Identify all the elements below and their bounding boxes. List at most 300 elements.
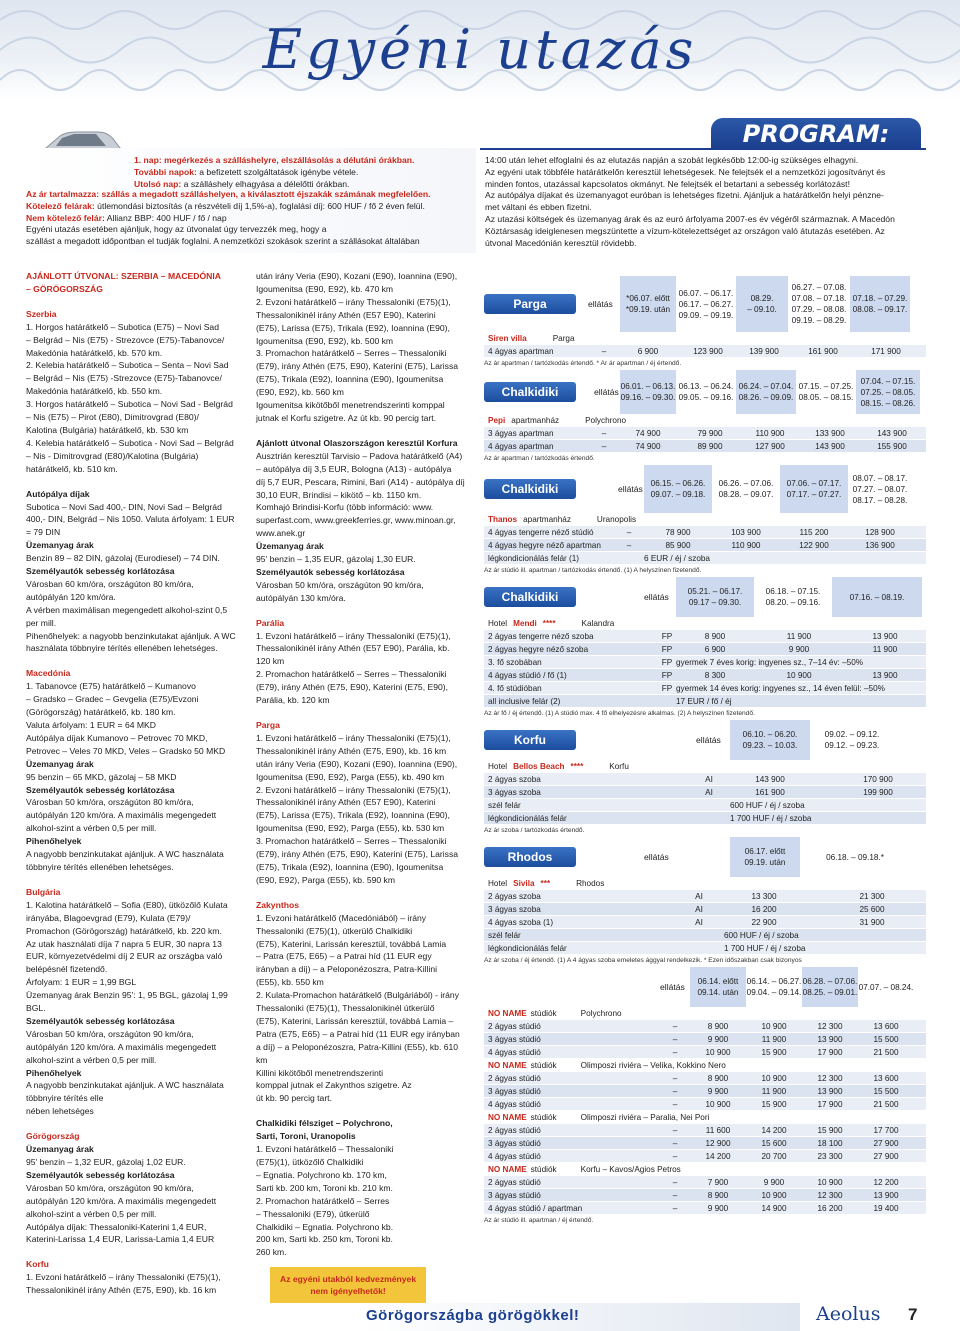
- price-cell: 13 600: [873, 1022, 899, 1031]
- route-text: – Belgrád – Nis (E75) - Strezovce (E75)-Tabanovce/: [26, 334, 225, 345]
- route-text: határátkelő, kb. 510 km.: [26, 463, 118, 474]
- route-text: Thessalonikinél irány Athén (E75, E90), kb. 16 km: [26, 1285, 217, 1296]
- price-row: [484, 1202, 926, 1215]
- intro-mandatory-text: útlemondási biztosítás (a részvételi díj 1,5%-a), foglalási díj: 600 HUF / fő 2 éven felül.: [94, 200, 425, 211]
- season-column: [730, 720, 810, 760]
- table-note: Az ár stúdió ill. apartman / tartózkodás értendő. (1) A helyszínen fizetendő.: [484, 567, 702, 574]
- spacer: [256, 425, 478, 437]
- price-cell: 10 900: [761, 1022, 787, 1031]
- price-cell: AI: [705, 788, 713, 797]
- price-row: [484, 1176, 926, 1189]
- price-cell: 11 900: [786, 632, 812, 641]
- table-note: Az ár stúdió ill. apartman / éj értendő.: [484, 1217, 594, 1224]
- price-cell: 139 900: [749, 347, 779, 356]
- room-type: 2 ágyas tengerre néző szoba: [488, 632, 594, 641]
- route-text: 95' benzin – 1,35 EUR, gázolaj 1,30 EUR.: [256, 554, 416, 565]
- price-cell: FP: [661, 671, 673, 680]
- price-cell: 123 900: [693, 347, 723, 356]
- price-cell: 78 900: [665, 528, 691, 537]
- price-cell: 8 300: [704, 671, 726, 680]
- route-text: Autópálya díjak: Thessaloniki-Katerini 1,4 EUR,: [26, 1221, 207, 1232]
- program-line: 14:00 után lehet elfoglalni és az elutazás napján a szobát legkésőbb 12:00-ig szükséges elhagyni.: [485, 155, 859, 165]
- price-row: [484, 539, 926, 552]
- season-column: [620, 276, 676, 332]
- room-type: szél felár: [488, 931, 521, 940]
- season-date: 06.14. előtt: [697, 977, 739, 986]
- studio-name-part: stúdiók: [530, 1061, 557, 1070]
- season-date: 07.16. – 08.19.: [849, 592, 905, 602]
- route-text: után irány Veria (E90), Kozani (E90), Ioannina (E90),: [256, 271, 458, 281]
- page-title: Egyéni utazás: [262, 18, 698, 81]
- price-cell: 161 900: [808, 347, 838, 356]
- season-column: [858, 967, 914, 1007]
- program-line: met váltani és ebben fizetni.: [485, 202, 592, 213]
- price-cell: FP: [661, 684, 673, 693]
- season-dates: [690, 967, 914, 1007]
- price-cell: 17 EUR / fő / éj: [676, 697, 732, 706]
- price-cell: –: [672, 1191, 678, 1200]
- route-text: 1. Evzoni határátkelő – Thessaloniki: [256, 1144, 394, 1155]
- destination-label: Parga: [484, 294, 576, 314]
- season-date: 06.13. – 06.24.: [678, 382, 734, 391]
- route-text: autópályán 130 km/óra.: [256, 592, 346, 603]
- route-text: 2. Kulata-Promachon határátkelő (Bulgáriából) - irány: [256, 990, 460, 1001]
- hotel-row: [484, 760, 926, 773]
- price-cell: 136 900: [865, 541, 895, 550]
- intro-last-label: Utolsó nap:: [134, 178, 182, 189]
- price-block-chalkidiki2: [484, 465, 926, 513]
- route-text: (E90, E92), kb. 560 km: [256, 387, 344, 398]
- route-text: alkohol-szint a vérben 0,5 per mill.: [26, 823, 157, 834]
- price-cell: 17 900: [817, 1100, 843, 1109]
- route-text: Pihenőhelyek: a nagyobb benzinkutakat ajánljuk. A WC: [26, 630, 236, 641]
- season-date: *06.07. előtt: [626, 294, 670, 303]
- subheading: Üzemanyag árak: [256, 541, 324, 552]
- route-text: irányban a díj) – a Peloponézoszra, Patra-Killini: [256, 964, 438, 975]
- season-column: [780, 465, 848, 513]
- season-date: 09.05. – 09.16.: [678, 393, 734, 402]
- hotel-row: [484, 332, 926, 345]
- price-cell: 11 600: [705, 1126, 731, 1135]
- room-type: 4 ágyas hegyre néző apartman: [488, 541, 601, 550]
- price-cell: AI: [695, 892, 703, 901]
- price-cell: –: [672, 1178, 678, 1187]
- season-date: 09.07. – 09.18.: [650, 490, 706, 499]
- route-text: – Egnatia. Polychrono kb. 170 km,: [256, 1169, 387, 1180]
- section-heading: Parália: [256, 617, 285, 628]
- price-cell: 8 900: [707, 1074, 729, 1083]
- price-cell: 127 900: [755, 442, 785, 451]
- hotel-name-part: ****: [542, 619, 556, 628]
- route-text: alkohol-szint a vérben 0,5 per mill.: [26, 1208, 157, 1219]
- room-type: 4 ágyas stúdió: [488, 1048, 541, 1057]
- price-cell: 600 HUF / éj / szoba: [724, 931, 799, 940]
- price-cell: 11 900: [872, 645, 898, 654]
- room-type: 2 ágyas szoba: [488, 892, 541, 901]
- season-date: 09.19. – 08.29.: [791, 316, 847, 325]
- route-text: Városban 60 km/óra, országúton 80 km/óra,: [26, 578, 194, 589]
- subheading: Személyautók sebesség korlátozása: [26, 1015, 175, 1026]
- destination-label: Chalkidiki: [484, 479, 576, 499]
- route-text: 3. Promachon határátkelő – Serres – Thessaloniki: [256, 836, 447, 847]
- route-text: autópályán 120 km/óra. A maximális megengedett: [26, 1041, 217, 1052]
- price-cell: 13 900: [872, 632, 898, 641]
- intro-last-text: a szálláshely elhagyása a délelőtti órákban.: [181, 178, 350, 189]
- season-date: 06.15. – 06.26.: [650, 479, 706, 488]
- route-text: – Thessaloniki (E79), útkerülő: [256, 1208, 370, 1219]
- price-cell: 15 500: [873, 1035, 899, 1044]
- price-cell: 8 900: [707, 1022, 729, 1031]
- hotel-name: [488, 414, 888, 427]
- price-cell: 27 900: [873, 1152, 899, 1161]
- route-text: autópályán 120 km/óra.: [26, 591, 116, 602]
- route-text: (E75), Larissa (E75), Trikala (E92), Ioannina (E90),: [256, 322, 450, 333]
- price-cell: AI: [705, 775, 713, 784]
- route-text: jutnak el Korfu szigetre. Az út kb. 90 percig tart.: [256, 412, 437, 423]
- price-row: [484, 903, 926, 916]
- price-row: [484, 1124, 926, 1137]
- price-cell: 143 900: [755, 775, 785, 784]
- season-date: 08.25. – 09.01.: [802, 988, 858, 997]
- price-cell: gyermek 7 éves korig: ingyenes sz., 7–14 év: –50%: [676, 658, 864, 667]
- season-column: [796, 370, 856, 414]
- route-text: (E90, E92), Parga (E55), kb. 590 km: [256, 874, 395, 885]
- studio-name-part: Olimposzi riviéra – Paralia, Nei Pori: [580, 1113, 710, 1122]
- route-text: – Patra (E75, E65) – a Patrai híd (11 EUR egy: [256, 951, 432, 962]
- season-date: 08.08. – 09.17.: [852, 305, 908, 314]
- season-column: [802, 967, 858, 1007]
- price-cell: 15 600: [761, 1139, 787, 1148]
- season-date: 06.10. – 06.20.: [742, 730, 798, 739]
- route-text: Az utak használati díja 7 napra 5 EUR, 30 napra 13: [26, 938, 222, 949]
- notice-line: nem igényelhetők!: [310, 1286, 386, 1297]
- intro-day1: 1. nap: megérkezés a szálláshelyre, elszállásolás a délutáni órákban.: [134, 155, 415, 165]
- price-cell: 10 900: [705, 1100, 731, 1109]
- season-dates: [620, 370, 920, 414]
- room-type: 4 ágyas stúdió / apartman: [488, 1204, 583, 1213]
- route-text: Igoumenitsa (E90, E92), kb. 470 km: [256, 283, 394, 294]
- route-text: a díj) – a Peloponézoszra, Patra-Killini (E55), kb. 610: [256, 1041, 459, 1052]
- season-date: 08.29.: [750, 294, 774, 303]
- room-type: 2 ágyas stúdió: [488, 1178, 541, 1187]
- spacer: [256, 1105, 478, 1117]
- hotel-name-part: Polychrono: [585, 416, 627, 425]
- route-text: A vérben maximálisan megengedett alkohol-szint 0,5: [26, 604, 228, 615]
- price-row: [484, 773, 926, 786]
- notice-line: Az egyéni utakból kedvezmények: [280, 1274, 417, 1285]
- hotel-name-part: apartmanház: [523, 515, 571, 524]
- route-text: (E79), irány Athén (E75, E90), Katerini (E75), Larissa: [256, 361, 459, 372]
- season-column: [800, 837, 910, 877]
- season-date: 07.08. – 07.18.: [791, 294, 847, 303]
- hotel-name-part: Pepi: [488, 416, 506, 425]
- price-cell: 16 200: [751, 905, 777, 914]
- route-text: Igoumenitsa (E90, E92), Parga (E55), kb. 530 km: [256, 823, 445, 834]
- season-date: 07.29. – 08.08.: [791, 305, 847, 314]
- section-heading: Korfu: [26, 1259, 49, 1270]
- price-cell: 74 900: [635, 442, 661, 451]
- price-cell: –: [672, 1126, 678, 1135]
- studio-name-part: stúdiók: [530, 1009, 557, 1018]
- season-column: [676, 577, 754, 617]
- intro-days-text: a befizetett szolgáltatások igénybe vétele.: [196, 166, 359, 177]
- season-date: 09.16. – 09.30.: [620, 393, 676, 402]
- hotel-name-part: Parga: [552, 334, 575, 343]
- season-date: *09.19. után: [625, 305, 671, 314]
- subheading: Üzemanyag árak: [26, 758, 94, 769]
- studio-group-header: [484, 1163, 926, 1176]
- price-block-rhodos: [484, 837, 926, 877]
- price-cell: 9 900: [707, 1204, 729, 1213]
- season-date: 06.01. – 06.13.: [620, 382, 676, 391]
- season-date: 08.05. – 08.15.: [798, 393, 854, 402]
- price-row: [484, 1033, 926, 1046]
- studio-name-part: NO NAME: [488, 1061, 527, 1070]
- studio-name-part: stúdiók: [530, 1113, 557, 1122]
- intro-text: [134, 155, 474, 190]
- price-cell: –: [601, 442, 607, 451]
- price-block-parga: [484, 276, 926, 332]
- hotel-name-part: Thanos: [488, 515, 518, 524]
- table-note: Az ár apartman / tartózkodás értendő. * Ar ár apartman / éj értendő.: [484, 360, 682, 367]
- hotel-name: [488, 877, 888, 890]
- price-cell: 170 900: [863, 775, 893, 784]
- subheading: Üzemanyag árak: [26, 1144, 94, 1155]
- room-type: 2 ágyas stúdió: [488, 1126, 541, 1135]
- season-date: 07.06. – 07.17.: [786, 479, 842, 488]
- season-dates: [620, 276, 910, 332]
- season-column: [856, 370, 920, 414]
- hotel-name-part: ***: [540, 879, 551, 888]
- intro-text1: Egyéni utazás esetében ajánljuk, hogy az útvonalat úgy tervezzék meg, hogy a: [26, 224, 327, 235]
- price-cell: 13 900: [873, 1191, 899, 1200]
- season-date: 09.04. – 09.14.: [746, 988, 802, 997]
- price-row: [484, 669, 926, 682]
- route-text: A nagyobb benzinkutakat ajánljuk. A WC használata: [26, 849, 224, 860]
- route-text: 95' benzin – 1,32 EUR, gázolaj 1,02 EUR.: [26, 1157, 186, 1167]
- hotel-row: [484, 877, 926, 890]
- season-column: [736, 276, 788, 332]
- route-text: belépésnél fizetendő.: [26, 964, 108, 975]
- price-row: [484, 695, 926, 708]
- price-block-korfu: [484, 720, 926, 760]
- board-label: ellátás: [660, 981, 685, 992]
- route-text: Thessaloniki (E75)(1), Thessalonikinél útkerülő: [256, 1003, 435, 1014]
- program-text: [485, 155, 923, 249]
- price-cell: 133 900: [815, 429, 845, 438]
- destination-label: Chalkidiki: [484, 382, 576, 402]
- season-column: [736, 370, 796, 414]
- price-cell: 128 900: [865, 528, 895, 537]
- studio-name-part: Korfu – Kavos/Agios Petros: [580, 1165, 681, 1174]
- season-date: 08.20. – 09.16.: [765, 598, 821, 607]
- program-line: minden fontos, utazással kapcsolatos okmányt. Ne felejtsék el betartani a sebesség korlátozást!: [485, 178, 850, 189]
- route-text: Igoumenitsa (E90, E92), Parga (E55), kb. 490 km: [256, 771, 445, 782]
- season-date: 07.25. – 08.05.: [860, 387, 916, 397]
- season-date: 07.18. – 07.29.: [852, 294, 908, 303]
- season-date: 06.28. – 07.06.: [802, 977, 858, 986]
- section-heading: Parga: [256, 720, 280, 730]
- route-text: EUR, környezetvédelmi díj 2 EUR az országba való: [26, 951, 223, 962]
- spacer: [256, 707, 478, 719]
- program-line: Az utazási költségek és üzemanyag árak és az euró árfolyama 2007-es év végéről származnak. A Macedón: [485, 213, 895, 224]
- hotel-name-part: Bellos Beach: [513, 762, 565, 771]
- price-row: [484, 812, 926, 825]
- route-text: A nagyobb benzinkutakat ajánljuk. A WC használata: [26, 1080, 224, 1091]
- route-text: Autópálya díjak Kumanovo – Petrovec 70 MKD,: [26, 732, 208, 743]
- season-column: [676, 370, 736, 414]
- hotel-name: [488, 513, 888, 526]
- route-text: Benzin 89 – 82 DIN, gázolaj (Eurodiesel) – 74 DIN.: [26, 553, 220, 564]
- studio-group-header: [484, 1007, 926, 1020]
- price-cell: –: [672, 1100, 678, 1109]
- route-text: 30,10 EUR, Brindisi – kikötő – kb. 1150 km.: [256, 489, 422, 500]
- price-row: [484, 1072, 926, 1085]
- route-text: Thessalonikinél irány Athén (E75, E90), kb. 16 km: [256, 745, 447, 756]
- board-label: ellátás: [644, 851, 669, 862]
- room-type: 2 ágyas stúdió: [488, 1022, 541, 1031]
- season-date: 05.21. – 06.17.: [687, 587, 743, 596]
- season-date: 06.24. – 07.04.: [738, 382, 794, 391]
- price-cell: 1 700 HUF / éj / szoba: [724, 944, 806, 953]
- route-text: (E75), Larissa (E75), Trikala (E92), Ioannina (E90),: [256, 810, 450, 821]
- price-cell: 14 900: [761, 1204, 787, 1213]
- season-column: [690, 967, 746, 1007]
- table-note: Az ár szoba / tartózkodás értendő.: [484, 827, 585, 834]
- board-label: ellátás: [594, 386, 619, 397]
- price-cell: 21 500: [873, 1048, 899, 1057]
- room-type: 4 ágyas szoba (1): [488, 918, 554, 927]
- price-row: [484, 526, 926, 539]
- banner: [0, 0, 960, 100]
- spacer: [26, 655, 246, 667]
- room-type: 4 ágyas tengerre néző stúdió: [488, 528, 594, 537]
- hotel-name-part: Hotel: [488, 879, 508, 888]
- price-row: [484, 890, 926, 903]
- room-type: 3 ágyas szoba: [488, 788, 541, 797]
- price-cell: 15 900: [761, 1048, 787, 1057]
- hotel-name-part: ****: [570, 762, 584, 771]
- program-line: Az autópálya díjakat és üzemanyagot euróban is lehetséges fizetni. Ajánljuk a határátkelőn helyi pénzne-: [485, 190, 884, 201]
- price-cell: 13 900: [817, 1035, 843, 1044]
- hotel-row: [484, 414, 926, 427]
- price-cell: 9 900: [788, 645, 810, 654]
- season-date: 09.19. után: [744, 858, 786, 867]
- route-text: Parália, kb. 120 km: [256, 695, 330, 706]
- route-text: 1. Kalotina határátkelő – Sofia (E80), ütközőlő Kulata: [26, 899, 228, 910]
- season-column: [754, 577, 832, 617]
- intro-optional-label: Nem kötelező felár:: [26, 212, 105, 223]
- price-cell: 110 900: [755, 429, 785, 438]
- price-cell: 6 EUR / éj / szoba: [644, 554, 710, 563]
- season-column: [832, 577, 922, 617]
- studio-group-header: [484, 1059, 926, 1072]
- price-cell: 27 900: [873, 1139, 899, 1148]
- room-type: szél felár: [488, 801, 521, 810]
- price-row: [484, 1137, 926, 1150]
- route-text: Városban 50 km/óra, országúton 90 km/óra,: [26, 1028, 194, 1039]
- route-text: (E79), irány Athén (E75, E90), Katerini (E75), Larissa: [256, 849, 459, 860]
- route-text: nében lehetséges: [26, 1106, 94, 1117]
- studio-name-part: NO NAME: [488, 1009, 527, 1018]
- route-text: 2. Evzoni határátkelő – irány Thessaloniki (E75)(1),: [256, 296, 451, 307]
- table-note: Az ár fő / éj értendő. (1) A stúdió max. 4 fő elhelyezésre alkalmas. (2) A helyszínen fizetendő.: [484, 710, 755, 717]
- route-text: autópályán 120 km/óra. A maximális megengedett: [26, 1195, 217, 1206]
- price-cell: 9 900: [707, 1035, 729, 1044]
- section-heading: Szerbia: [26, 308, 57, 319]
- season-date: 07.04. – 07.15.: [860, 376, 916, 386]
- price-cell: 15 500: [873, 1087, 899, 1096]
- spacer: [26, 874, 246, 886]
- season-date: 08.26. – 09.09.: [738, 393, 794, 402]
- route-text: Valuta árfolyam: 1 EUR = 64 MKD: [26, 720, 156, 730]
- route-text: 1. Evzoni határátkelő – irány Thessaloniki (E75)(1),: [256, 630, 451, 641]
- price-cell: FP: [661, 645, 673, 654]
- route-text: Thessaloniki (E75)(1), útkerülő Chalkidiki: [256, 925, 413, 936]
- price-cell: 12 200: [873, 1178, 899, 1187]
- route-text: díj 5,7 EUR, Pescara, Rimini, Bari (A14) - autópálya díj: [256, 476, 465, 487]
- price-row: [484, 1189, 926, 1202]
- route-text: 1. Tabanovce (E75) határátkelő – Kumanovo: [26, 681, 196, 692]
- hotel-name-part: Siren villa: [488, 334, 527, 343]
- price-cell: 74 900: [635, 429, 661, 438]
- price-block-chalkidiki3: [484, 577, 926, 617]
- route-text: – Nis - Dimitrovgrad (E80)/Kalotina (Bulgária): [26, 450, 199, 461]
- route-text: (E75), Katerini, Larissán keresztül, továbbá Lamia –: [256, 1015, 454, 1026]
- price-cell: 10 900: [761, 1074, 787, 1083]
- price-cell: 23 300: [817, 1152, 843, 1161]
- subheading: Személyautók sebesség korlátozása: [256, 566, 405, 577]
- price-row: [484, 1085, 926, 1098]
- price-cell: 21 300: [859, 892, 885, 901]
- footer-slogan: Görögországba görögökkel!: [366, 1307, 580, 1324]
- season-date: 09.17 – 09.30.: [688, 598, 742, 607]
- route-text: BGL.: [26, 1003, 46, 1014]
- page-number: 7: [908, 1305, 918, 1324]
- section-heading: AJÁNLOTT ÚTVONAL: SZERBIA – MACEDÓNIA: [26, 271, 221, 281]
- price-row: [484, 440, 926, 453]
- price-cell: 13 900: [872, 671, 898, 680]
- route-text: 95 benzin – 65 MKD, gázolaj – 58 MKD: [26, 771, 177, 782]
- intro-text2: szállást a megadott időpontban el tudják foglalni. A nemzetközi szokások szerint a szállásokat általában: [26, 236, 420, 247]
- studio-group-name: [488, 1111, 908, 1124]
- season-date: 08.07. – 08.17.: [852, 473, 908, 483]
- section-heading: Bulgária: [26, 886, 61, 897]
- season-column: [644, 465, 712, 513]
- section-heading: Görögország: [26, 1131, 80, 1142]
- price-cell: 9 900: [763, 1178, 785, 1187]
- price-cell: 122 900: [799, 541, 829, 550]
- room-type: 4 ágyas apartman: [488, 442, 554, 451]
- price-cell: 17 900: [817, 1048, 843, 1057]
- room-type: 3 ágyas stúdió: [488, 1035, 541, 1044]
- season-date: 08.15. – 08.26.: [860, 398, 916, 408]
- price-cell: 8 900: [704, 632, 726, 641]
- season-date: 09.09. – 09.19.: [678, 310, 734, 320]
- route-text: (E75), Trikala (E92), Ioannina (E90), Igoumenitsa: [256, 374, 444, 385]
- price-cell: 19 400: [873, 1204, 899, 1213]
- route-text: használata többnyire térítés ellenében lehetséges.: [26, 643, 218, 654]
- price-row: [484, 929, 926, 942]
- price-cell: –: [601, 429, 607, 438]
- season-column: [848, 465, 912, 513]
- board-label: ellátás: [644, 591, 669, 602]
- price-cell: 10 900: [705, 1048, 731, 1057]
- route-text: 1. Evzoni határátkelő (Macedóniából) – irány: [256, 912, 427, 923]
- price-row: [484, 552, 926, 565]
- route-text: (E79), irány Athén (E75, E90), Katerini (E75, E90),: [256, 682, 449, 693]
- season-column: [810, 720, 894, 760]
